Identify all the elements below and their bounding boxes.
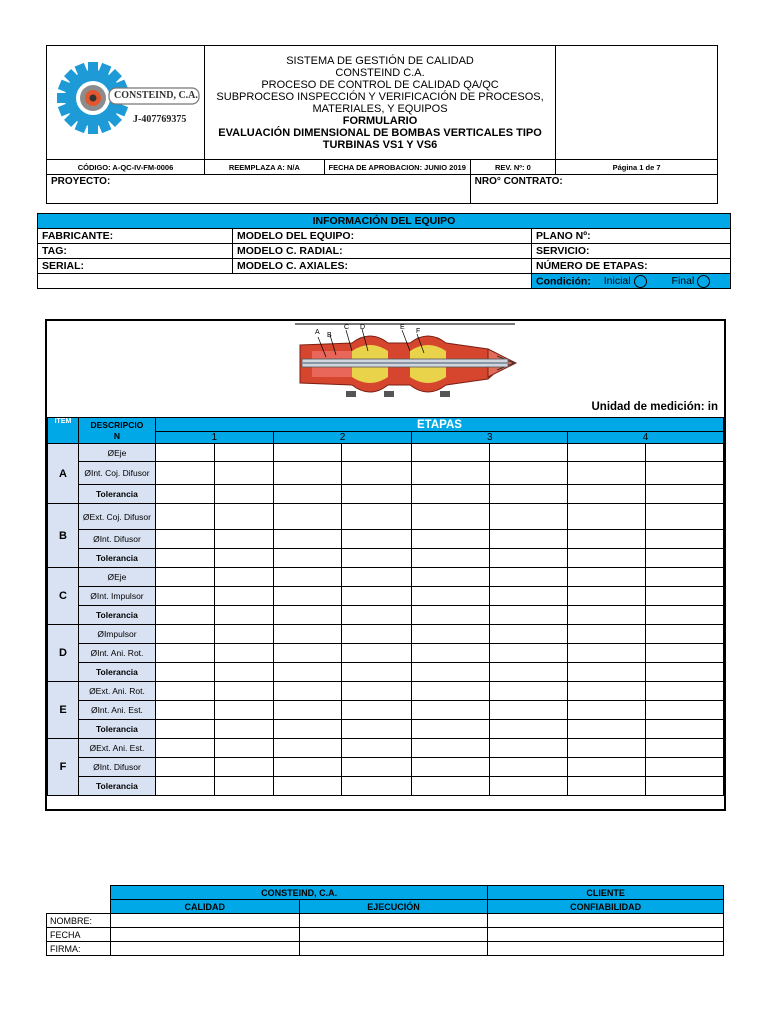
measurement-cell[interactable] [155,720,214,739]
measurement-cell[interactable] [155,462,214,485]
logo-rif: J-407769375 [133,114,187,125]
inicial-label: Inicial [603,274,631,287]
measurement-cell[interactable] [412,587,490,606]
measurement-cell[interactable] [412,739,490,758]
fabricante-field[interactable]: FABRICANTE: [38,229,233,244]
diagram-label-a: A [315,329,320,336]
measurement-cell[interactable] [490,504,568,530]
measurement-cell[interactable] [341,444,412,462]
codigo: CÓDIGO: A-QC-IV-FM-0006 [47,160,205,175]
table-row [48,777,724,796]
measurement-cell[interactable] [214,549,273,568]
measurement-cell[interactable] [273,530,341,549]
description-label: ØExt. Ani. Rot. [78,682,155,701]
measurement-cell[interactable] [155,606,214,625]
revision: REV. Nº: 0 [470,160,555,175]
serial-field[interactable]: SERIAL: [38,259,233,274]
measurement-cell[interactable] [412,663,490,682]
measurement-cell[interactable] [568,530,646,549]
measurement-table [47,417,724,796]
description-label: ØEje [78,568,155,587]
measurement-cell[interactable] [646,777,724,796]
measurement-cell[interactable] [568,462,646,485]
title-line: CONSTEIND C.A. [335,66,425,79]
final-label: Final [671,274,695,287]
cliente-header: CLIENTE [488,886,724,900]
tag-field[interactable]: TAG: [38,244,233,259]
table-row [48,485,724,504]
measurement-cell[interactable] [214,485,273,504]
modelo-radial-field[interactable]: MODELO C. RADIAL: [233,244,532,259]
consteind-header: CONSTEIND, C.A. [110,886,487,900]
measurement-cell[interactable] [412,568,490,587]
table-row [48,549,724,568]
measurement-cell[interactable] [273,739,341,758]
measurement-cell[interactable] [273,663,341,682]
pagina: Página 1 de 7 [556,160,718,175]
measurement-cell[interactable] [214,587,273,606]
measurement-cell[interactable] [214,568,273,587]
title-line: MATERIALES, Y EQUIPOS [312,102,448,115]
measurement-cell[interactable] [341,625,412,644]
ejecucion-header: EJECUCIÓN [299,900,488,914]
description-label: ØEje [78,444,155,462]
measurement-cell[interactable] [412,682,490,701]
item-label: A [48,444,79,504]
measurement-cell[interactable] [341,530,412,549]
measurement-cell[interactable] [214,682,273,701]
diagram-label-d: D [360,324,366,331]
measurement-cell[interactable] [646,444,724,462]
measurement-cell[interactable] [646,682,724,701]
measurement-cell[interactable] [412,444,490,462]
measurement-cell[interactable] [155,644,214,663]
diagram-label-f: F [416,328,421,335]
table-row [48,739,724,758]
measurement-cell[interactable] [568,777,646,796]
measurement-cell[interactable] [273,504,341,530]
title-line: SUBPROCESO INSPECCIÓN Y VERIFICACIÓN DE PROCESOS, [216,90,544,103]
signature-table [46,885,724,956]
table-row [48,720,724,739]
equipment-blank-row [38,274,532,289]
measurement-cell[interactable] [646,587,724,606]
measurement-cell[interactable] [568,504,646,530]
tolerance-label: Tolerancia [78,485,155,504]
firma-confiabilidad[interactable] [488,942,724,956]
table-row [48,663,724,682]
measurement-cell[interactable] [341,462,412,485]
measurement-cell[interactable] [646,462,724,485]
sig-corner [47,886,111,900]
measurement-cell[interactable] [341,549,412,568]
description-label: ØInt. Difusor [78,758,155,777]
item-header: ITEM [48,418,79,444]
measurement-cell[interactable] [273,758,341,777]
measurement-cell[interactable] [412,606,490,625]
measurement-cell[interactable] [273,701,341,720]
measurement-cell[interactable] [490,663,568,682]
numero-etapas-field[interactable]: NÚMERO DE ETAPAS: [532,259,731,274]
measurement-cell[interactable] [341,701,412,720]
confiabilidad-header: CONFIABILIDAD [488,900,724,914]
measurement-cell[interactable] [412,485,490,504]
table-row [48,530,724,549]
fecha-aprobacion: FECHA DE APROBACION: JUNIO 2019 [324,160,470,175]
table-row [48,568,724,587]
table-row [48,758,724,777]
measurement-cell[interactable] [490,739,568,758]
measurement-cell[interactable] [568,720,646,739]
item-label: F [48,739,79,796]
measurement-cell[interactable] [490,485,568,504]
final-radio[interactable] [697,275,710,288]
measurement-cell[interactable] [214,720,273,739]
measurement-cell[interactable] [214,644,273,663]
measurement-cell[interactable] [568,663,646,682]
firma-label: FIRMA: [47,942,111,956]
diagram-label-b: B [327,332,332,339]
measurement-cell[interactable] [273,720,341,739]
description-label: ØInt. Coj. Difusor [78,462,155,485]
measurement-cell[interactable] [646,644,724,663]
measurement-cell[interactable] [568,549,646,568]
tolerance-label: Tolerancia [78,606,155,625]
equipment-info-title: INFORMACIÓN DEL EQUIPO [38,214,731,229]
measurement-cell[interactable] [341,568,412,587]
measurement-cell[interactable] [273,625,341,644]
measurement-cell[interactable] [568,739,646,758]
servicio-field[interactable]: SERVICIO: [532,244,731,259]
fecha-confiabilidad[interactable] [488,928,724,942]
measurement-cell[interactable] [646,549,724,568]
measurement-cell[interactable] [214,701,273,720]
item-label: E [48,682,79,739]
measurement-cell[interactable] [646,720,724,739]
measurement-cell[interactable] [490,720,568,739]
description-label: ØInt. Difusor [78,530,155,549]
reemplaza: REEMPLAZA A: N/A [205,160,325,175]
measurement-cell[interactable] [155,444,214,462]
measurement-cell[interactable] [273,568,341,587]
item-label: D [48,625,79,682]
proyecto-field[interactable]: PROYECTO: [47,175,471,204]
measurement-cell[interactable] [412,701,490,720]
measurement-cell[interactable] [341,644,412,663]
stage-4-header: 4 [568,432,724,444]
stage-1-header: 1 [155,432,273,444]
measurement-cell[interactable] [490,625,568,644]
table-row [48,625,724,644]
description-label: ØInt. Impulsor [78,587,155,606]
measurement-cell[interactable] [341,504,412,530]
table-row [48,644,724,663]
plano-field[interactable]: PLANO Nº: [532,229,731,244]
nombre-confiabilidad[interactable] [488,914,724,928]
measurement-cell[interactable] [646,606,724,625]
measurement-cell[interactable] [646,504,724,530]
measurement-cell[interactable] [568,568,646,587]
measurement-cell[interactable] [341,739,412,758]
measurement-cell[interactable] [214,530,273,549]
measurement-cell[interactable] [490,701,568,720]
measurement-cell[interactable] [155,625,214,644]
measurement-cell[interactable] [568,701,646,720]
measurement-cell[interactable] [214,758,273,777]
measurement-cell[interactable] [214,444,273,462]
measurement-cell[interactable] [155,530,214,549]
measurement-cell[interactable] [490,444,568,462]
description-label: ØExt. Ani. Est. [78,739,155,758]
measurement-cell[interactable] [341,587,412,606]
measurement-cell[interactable] [412,777,490,796]
measurement-cell[interactable] [273,444,341,462]
table-row [48,701,724,720]
measurement-cell[interactable] [341,663,412,682]
modelo-axiales-field[interactable]: MODELO C. AXIALES: [233,259,532,274]
stage-3-header: 3 [412,432,568,444]
measurement-cell[interactable] [341,606,412,625]
measurement-cell[interactable] [273,485,341,504]
measurement-cell[interactable] [646,701,724,720]
measurement-cell[interactable] [214,777,273,796]
calidad-header: CALIDAD [110,900,299,914]
diagram-label-c: C [344,324,350,331]
measurement-cell[interactable] [568,758,646,777]
measurement-cell[interactable] [273,549,341,568]
formulario-label: FORMULARIO [342,114,418,127]
header-blank-cell [556,46,718,160]
measurement-cell[interactable] [412,549,490,568]
condicion-cell [532,274,731,289]
measurement-cell[interactable] [646,530,724,549]
measurement-cell[interactable] [341,777,412,796]
nombre-ejecucion[interactable] [299,914,488,928]
measurement-cell[interactable] [155,777,214,796]
measurement-cell[interactable] [273,777,341,796]
tolerance-label: Tolerancia [78,549,155,568]
contrato-field[interactable]: NRO° CONTRATO: [470,175,717,204]
item-label: B [48,504,79,568]
measurement-cell[interactable] [646,758,724,777]
stage-2-header: 2 [273,432,412,444]
document-title-block [205,46,556,160]
unit-label: Unidad de medición: in [591,401,718,413]
measurement-cell[interactable] [214,739,273,758]
measurement-cell[interactable] [646,739,724,758]
measurement-cell[interactable] [214,606,273,625]
measurement-cell[interactable] [568,587,646,606]
equipment-info-table [37,213,731,289]
measurement-cell[interactable] [568,485,646,504]
tolerance-label: Tolerancia [78,720,155,739]
company-logo [47,46,205,160]
fecha-label: FECHA [47,928,111,942]
table-row [48,504,724,530]
nombre-label: NOMBRE: [47,914,111,928]
measurement-cell[interactable] [568,625,646,644]
inicial-radio[interactable] [634,275,647,288]
sig-corner-2 [47,900,111,914]
measurement-cell[interactable] [341,485,412,504]
measurement-cell[interactable] [646,485,724,504]
measurement-cell[interactable] [568,444,646,462]
title-line: PROCESO DE CONTROL DE CALIDAD QA/QC [261,78,499,91]
table-row [48,587,724,606]
measurement-cell[interactable] [155,701,214,720]
measurement-cell[interactable] [341,720,412,739]
form-title-line-2: TURBINAS VS1 Y VS6 [322,138,438,151]
measurement-cell[interactable] [412,625,490,644]
descripcion-header-line-2: N [113,430,121,441]
measurement-cell[interactable] [412,504,490,530]
diagram-label-e: E [400,324,405,331]
measurement-cell[interactable] [155,587,214,606]
fecha-ejecucion[interactable] [299,928,488,942]
measurement-cell[interactable] [273,587,341,606]
measurement-cell[interactable] [490,682,568,701]
measurement-cell[interactable] [273,682,341,701]
table-row [48,462,724,485]
measurement-cell[interactable] [412,720,490,739]
measurement-cell[interactable] [646,568,724,587]
measurement-cell[interactable] [412,644,490,663]
table-row [48,606,724,625]
tolerance-label: Tolerancia [78,663,155,682]
item-label: C [48,568,79,625]
measurement-cell[interactable] [341,758,412,777]
measurement-cell[interactable] [490,530,568,549]
measurement-cell[interactable] [155,568,214,587]
title-line: SISTEMA DE GESTIÓN DE CALIDAD [286,54,474,67]
measurement-cell[interactable] [412,530,490,549]
measurement-cell[interactable] [341,682,412,701]
document-header [46,45,718,204]
descripcion-header [78,418,155,444]
measurement-cell[interactable] [214,504,273,530]
measurement-cell[interactable] [214,663,273,682]
measurement-cell[interactable] [412,462,490,485]
measurement-cell[interactable] [155,758,214,777]
etapas-header: ETAPAS [155,418,723,432]
measurement-body [48,444,724,796]
condicion-label: Condición: [536,274,591,287]
firma-calidad[interactable] [110,942,299,956]
measurement-cell[interactable] [155,485,214,504]
measurement-cell[interactable] [273,606,341,625]
description-label: ØInt. Ani. Est. [78,701,155,720]
modelo-equipo-field[interactable]: MODELO DEL EQUIPO: [233,229,532,244]
form-title-line-1: EVALUACIÓN DIMENSIONAL DE BOMBAS VERTICALES TIPO [218,126,542,139]
measurement-cell[interactable] [273,644,341,663]
measurement-cell[interactable] [646,625,724,644]
measurement-cell[interactable] [568,682,646,701]
measurement-cell[interactable] [490,568,568,587]
measurement-section [45,319,726,811]
measurement-cell[interactable] [155,739,214,758]
measurement-cell[interactable] [490,587,568,606]
measurement-cell[interactable] [155,682,214,701]
tolerance-label: Tolerancia [78,777,155,796]
table-row [48,682,724,701]
description-label: ØImpulsor [78,625,155,644]
firma-ejecucion[interactable] [299,942,488,956]
measurement-cell[interactable] [568,606,646,625]
measurement-cell[interactable] [490,758,568,777]
measurement-cell[interactable] [155,663,214,682]
measurement-cell[interactable] [214,625,273,644]
measurement-cell[interactable] [490,462,568,485]
fecha-calidad[interactable] [110,928,299,942]
measurement-cell[interactable] [412,758,490,777]
measurement-cell[interactable] [490,644,568,663]
description-label: ØExt. Coj. Difusor [78,504,155,530]
measurement-cell[interactable] [214,462,273,485]
measurement-cell[interactable] [490,549,568,568]
description-label: ØInt. Ani. Rot. [78,644,155,663]
logo-company-name: CONSTEIND, C.A. [114,90,198,101]
measurement-cell[interactable] [155,549,214,568]
descripcion-header-line-1: DESCRIPCIO [90,419,144,430]
measurement-cell[interactable] [490,777,568,796]
measurement-cell[interactable] [646,663,724,682]
measurement-cell[interactable] [568,644,646,663]
measurement-cell[interactable] [273,462,341,485]
measurement-cell[interactable] [490,606,568,625]
table-row [48,444,724,462]
nombre-calidad[interactable] [110,914,299,928]
measurement-cell[interactable] [155,504,214,530]
